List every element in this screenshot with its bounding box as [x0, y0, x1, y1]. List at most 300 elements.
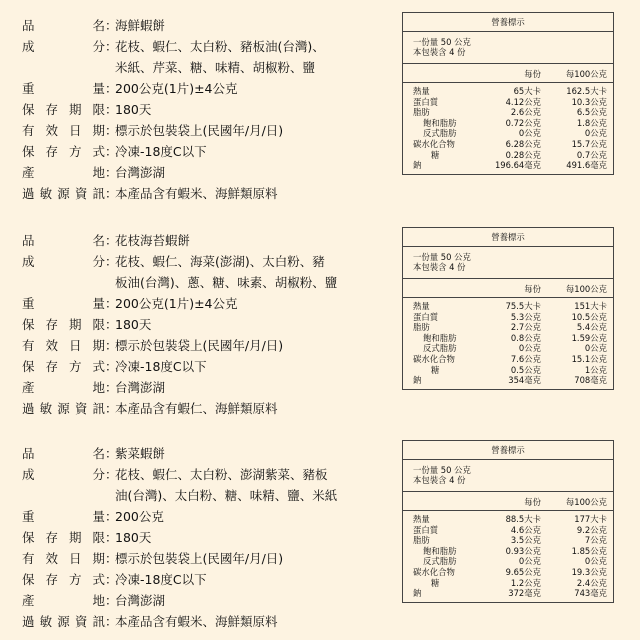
nutrient-per-serving: 65大卡	[513, 86, 541, 96]
nutrition-rows	[403, 298, 613, 389]
nutrient-name: 鈉	[413, 588, 422, 599]
info-label-char: 有	[22, 551, 35, 566]
info-label-char: 式	[92, 572, 105, 587]
nutrition-title: 營養標示	[403, 13, 613, 32]
nutrient-per-serving: 2.6公克	[510, 107, 541, 118]
nutrient-per-100g: 1.85公克	[571, 545, 607, 556]
info-value: 海鮮蝦餅	[115, 18, 166, 33]
info-label-char: 期	[92, 551, 105, 566]
nutrient-per-100g: 151大卡	[574, 301, 607, 311]
info-row	[22, 335, 402, 356]
nutrition-row	[413, 525, 607, 536]
servings-per-pack: 本包裝含 4 份	[413, 262, 466, 272]
info-label	[22, 251, 105, 272]
serving-size: 一份量 50 公克	[413, 37, 471, 47]
info-value: 米紙、芹菜、糖、味精、胡椒粉、鹽	[115, 60, 316, 75]
info-label-char: 方	[68, 144, 82, 159]
info-row	[22, 15, 402, 36]
nutrient-name: 熱量	[413, 514, 430, 524]
serving-size: 一份量 50 公克	[413, 465, 471, 475]
nutrient-per-serving: 0公克	[518, 128, 541, 139]
info-label-char: 限	[92, 317, 105, 332]
nutrient-per-serving: 0.72公克	[505, 117, 541, 128]
info-label	[22, 569, 105, 590]
info-label-char: 效	[45, 551, 58, 566]
nutrition-rows	[403, 511, 613, 602]
info-label-char: 源	[57, 186, 70, 201]
info-label-char: 品	[22, 233, 35, 248]
info-row	[22, 36, 402, 57]
nutrition-row	[413, 333, 607, 344]
nutrient-per-serving: 4.12公克	[505, 96, 541, 107]
nutrient-name: 飽和脂肪	[423, 332, 457, 343]
info-value: 本產品含有蝦仁、海鮮類原料	[115, 401, 278, 416]
info-row	[22, 377, 402, 398]
info-label-char: 分	[92, 254, 105, 269]
servings-per-pack: 本包裝含 4 份	[413, 47, 466, 57]
info-label-char: 保	[22, 102, 35, 117]
info-label-char: 重	[22, 509, 35, 524]
info-colon: ：	[105, 467, 118, 482]
info-colon: ：	[105, 614, 118, 629]
nutrition-row	[413, 588, 607, 599]
info-row	[22, 230, 402, 251]
info-colon: ：	[105, 296, 118, 311]
nutrition-row	[413, 150, 607, 161]
info-value: 台灣澎湖	[115, 380, 166, 395]
info-label	[22, 443, 105, 464]
nutrient-per-100g: 7公克	[584, 535, 607, 546]
info-label	[22, 15, 105, 36]
info-label-char: 存	[45, 572, 58, 587]
col-per-serving: 每份	[524, 69, 541, 79]
nutrition-row	[413, 556, 607, 567]
info-label-char: 重	[22, 296, 35, 311]
info-label	[22, 590, 105, 611]
nutrition-row	[413, 86, 607, 97]
info-row	[22, 485, 402, 506]
nutrition-rows	[403, 83, 613, 174]
nutrition-panel	[402, 227, 614, 390]
info-row	[22, 548, 402, 569]
info-row	[22, 293, 402, 314]
column-header	[403, 279, 613, 298]
info-label	[22, 57, 105, 78]
info-row	[22, 272, 402, 293]
info-label-char: 成	[22, 254, 35, 269]
info-label	[22, 548, 105, 569]
info-value: 本產品含有蝦米、海鮮類原料	[115, 186, 278, 201]
info-label-char: 存	[45, 317, 58, 332]
info-label-char: 保	[22, 359, 35, 374]
info-label-char: 效	[45, 338, 58, 353]
info-label-char: 式	[92, 359, 105, 374]
nutrient-per-serving: 3.5公克	[510, 535, 541, 546]
info-label-char: 成	[22, 467, 35, 482]
info-colon: ：	[105, 530, 118, 545]
info-colon: ：	[105, 233, 118, 248]
info-label-char: 保	[22, 572, 35, 587]
info-label	[22, 611, 105, 632]
info-label-char: 地	[92, 165, 105, 180]
info-colon: ：	[105, 186, 118, 201]
info-label	[22, 183, 105, 204]
info-label-char: 保	[22, 144, 35, 159]
info-label	[22, 78, 105, 99]
nutrient-per-serving: 9.65公克	[505, 566, 541, 577]
info-label-char: 名	[92, 233, 105, 248]
nutrient-per-serving: 0.28公克	[505, 149, 541, 160]
info-colon: ：	[105, 338, 118, 353]
nutrition-row	[413, 365, 607, 376]
info-label-char: 資	[74, 401, 88, 416]
info-colon: ：	[105, 401, 118, 416]
info-row	[22, 99, 402, 120]
col-per-100g: 每100公克	[565, 497, 607, 507]
info-label-char: 過	[22, 401, 35, 416]
info-label-char: 名	[92, 446, 105, 461]
info-colon: ：	[105, 39, 118, 54]
info-label	[22, 162, 105, 183]
nutrient-name: 反式脂肪	[423, 343, 457, 354]
info-label	[22, 272, 105, 293]
nutrient-per-100g: 1.8公克	[576, 117, 607, 128]
nutrient-name: 蛋白質	[413, 311, 439, 322]
nutrition-row	[413, 567, 607, 578]
info-value: 本產品含有蝦米、海鮮類原料	[115, 614, 278, 629]
info-label-char: 日	[68, 123, 82, 138]
info-label-char: 存	[45, 102, 58, 117]
info-colon	[105, 272, 115, 293]
nutrient-per-serving: 0.93公克	[505, 545, 541, 556]
nutrition-row	[413, 160, 607, 171]
info-label-char: 源	[57, 614, 70, 629]
info-colon: ：	[105, 165, 118, 180]
col-per-100g: 每100公克	[565, 284, 607, 294]
info-label	[22, 120, 105, 141]
nutrient-per-serving: 0公克	[518, 343, 541, 354]
info-colon: ：	[105, 144, 118, 159]
column-header	[403, 492, 613, 511]
info-label-char: 量	[92, 296, 105, 311]
info-label-char: 源	[57, 401, 70, 416]
info-value: 180天	[115, 530, 152, 545]
info-label	[22, 230, 105, 251]
nutrient-per-serving: 75.5大卡	[505, 301, 541, 311]
info-row	[22, 251, 402, 272]
info-label-char: 敏	[39, 614, 53, 629]
info-label-char: 地	[92, 380, 105, 395]
info-row	[22, 57, 402, 78]
nutrition-row	[413, 546, 607, 557]
info-row	[22, 506, 402, 527]
nutrition-row	[413, 343, 607, 354]
nutrition-row	[413, 107, 607, 118]
info-row	[22, 611, 402, 632]
nutrient-per-100g: 0公克	[584, 128, 607, 139]
info-label-char: 方	[68, 572, 82, 587]
nutrient-name: 碳水化合物	[413, 138, 455, 149]
info-label	[22, 506, 105, 527]
serving-info	[403, 247, 613, 279]
nutrient-per-100g: 0公克	[584, 343, 607, 354]
nutrition-row	[413, 375, 607, 386]
info-label-char: 產	[22, 165, 35, 180]
info-label-char: 過	[22, 186, 35, 201]
nutrient-name: 熱量	[413, 301, 430, 311]
nutrient-per-100g: 15.7公克	[571, 138, 607, 149]
info-colon: ：	[105, 123, 118, 138]
info-value: 花枝、蝦仁、太白粉、澎湖紫菜、豬板	[115, 467, 328, 482]
nutrition-row	[413, 128, 607, 139]
nutrient-per-serving: 2.7公克	[510, 322, 541, 333]
info-row	[22, 183, 402, 204]
nutrient-per-serving: 354毫克	[508, 375, 541, 386]
nutrient-per-serving: 0公克	[518, 556, 541, 567]
info-value: 花枝、蝦仁、海菜(澎湖)、太白粉、豬	[115, 254, 325, 269]
info-label	[22, 141, 105, 162]
nutrition-row	[413, 312, 607, 323]
info-label-char: 保	[22, 530, 35, 545]
info-label-char: 期	[68, 530, 82, 545]
nutrient-name: 脂肪	[413, 535, 430, 546]
product-info	[22, 15, 402, 204]
info-colon	[105, 57, 115, 78]
info-label-char: 期	[92, 123, 105, 138]
nutrient-per-100g: 162.5大卡	[566, 86, 607, 96]
nutrient-per-100g: 743毫克	[574, 588, 607, 599]
nutrient-name: 反式脂肪	[423, 128, 457, 139]
serving-info	[403, 32, 613, 64]
info-value: 紫菜蝦餅	[115, 446, 166, 461]
column-header	[403, 64, 613, 83]
nutrient-name: 反式脂肪	[423, 556, 457, 567]
info-label-char: 訊	[92, 614, 105, 629]
info-value: 200公克(1片)±4公克	[115, 296, 238, 311]
nutrient-name: 蛋白質	[413, 524, 439, 535]
info-colon: ：	[105, 18, 118, 33]
info-value: 台灣澎湖	[115, 165, 166, 180]
nutrient-per-100g: 15.1公克	[571, 353, 607, 364]
info-row	[22, 141, 402, 162]
nutrient-per-100g: 1公克	[584, 364, 607, 375]
info-label-char: 敏	[39, 401, 53, 416]
info-label-char: 分	[92, 39, 105, 54]
info-row	[22, 590, 402, 611]
nutrient-per-100g: 10.5公克	[571, 311, 607, 322]
info-value: 180天	[115, 102, 152, 117]
nutrient-per-100g: 1.59公克	[571, 332, 607, 343]
nutrient-name: 熱量	[413, 86, 430, 96]
nutrition-panel	[402, 440, 614, 603]
info-label-char: 存	[45, 144, 58, 159]
info-colon: ：	[105, 551, 118, 566]
info-row	[22, 398, 402, 419]
serving-size: 一份量 50 公克	[413, 252, 471, 262]
col-per-serving: 每份	[524, 497, 541, 507]
info-label-char: 重	[22, 81, 35, 96]
info-label-char: 過	[22, 614, 35, 629]
nutrient-per-100g: 0公克	[584, 556, 607, 567]
info-label-char: 期	[68, 102, 82, 117]
info-label	[22, 485, 105, 506]
nutrient-name: 糖	[431, 577, 440, 588]
info-label	[22, 314, 105, 335]
info-row	[22, 78, 402, 99]
info-label-char: 存	[45, 359, 58, 374]
nutrient-per-100g: 6.5公克	[576, 107, 607, 118]
info-row	[22, 569, 402, 590]
info-colon: ：	[105, 317, 118, 332]
nutrient-name: 脂肪	[413, 107, 430, 118]
nutrient-per-100g: 9.2公克	[576, 524, 607, 535]
info-colon: ：	[105, 572, 118, 587]
nutrient-per-serving: 7.6公克	[510, 353, 541, 364]
nutrient-name: 脂肪	[413, 322, 430, 333]
info-label-char: 保	[22, 317, 35, 332]
info-label-char: 日	[68, 338, 82, 353]
info-value: 油(台灣)、太白粉、糖、味精、鹽、米紙	[115, 488, 338, 503]
info-row	[22, 527, 402, 548]
info-label-char: 效	[45, 123, 58, 138]
nutrient-name: 鈉	[413, 375, 422, 386]
info-label	[22, 398, 105, 419]
info-value: 180天	[115, 317, 152, 332]
info-label-char: 量	[92, 81, 105, 96]
info-label-char: 存	[45, 530, 58, 545]
nutrient-per-serving: 372毫克	[508, 588, 541, 599]
info-value: 花枝海苔蝦餅	[115, 233, 191, 248]
info-value: 標示於包裝袋上(民國年/月/日)	[115, 551, 284, 566]
info-label-char: 日	[68, 551, 82, 566]
nutrient-per-100g: 19.3公克	[571, 566, 607, 577]
info-value: 200公克	[115, 509, 164, 524]
info-row	[22, 356, 402, 377]
nutrition-title: 營養標示	[403, 228, 613, 247]
nutrient-name: 碳水化合物	[413, 566, 455, 577]
nutrient-per-serving: 88.5大卡	[505, 514, 541, 524]
nutrient-per-serving: 1.2公克	[510, 577, 541, 588]
nutrient-name: 飽和脂肪	[423, 117, 457, 128]
info-row	[22, 314, 402, 335]
nutrient-name: 蛋白質	[413, 96, 439, 107]
product-info	[22, 230, 402, 419]
nutrition-row	[413, 535, 607, 546]
info-value: 台灣澎湖	[115, 593, 166, 608]
info-label-char: 分	[92, 467, 105, 482]
info-label	[22, 36, 105, 57]
info-colon: ：	[105, 509, 118, 524]
nutrient-per-serving: 6.28公克	[505, 138, 541, 149]
nutrition-row	[413, 514, 607, 525]
nutrient-name: 糖	[431, 149, 440, 160]
info-label-char: 敏	[39, 186, 53, 201]
info-colon: ：	[105, 380, 118, 395]
nutrition-row	[413, 139, 607, 150]
info-value: 板油(台灣)、蔥、糖、味素、胡椒粉、鹽	[115, 275, 338, 290]
nutrient-per-serving: 0.5公克	[510, 364, 541, 375]
nutrient-per-100g: 5.4公克	[576, 322, 607, 333]
info-label	[22, 464, 105, 485]
nutrition-panel	[402, 12, 614, 175]
info-label-char: 資	[74, 614, 88, 629]
info-label-char: 品	[22, 18, 35, 33]
info-label-char: 名	[92, 18, 105, 33]
info-label-char: 限	[92, 102, 105, 117]
serving-info	[403, 460, 613, 492]
info-colon: ：	[105, 254, 118, 269]
info-label	[22, 293, 105, 314]
nutrient-name: 鈉	[413, 160, 422, 171]
nutrient-per-100g: 708毫克	[574, 375, 607, 386]
nutrient-per-100g: 491.6毫克	[566, 160, 607, 171]
nutrient-name: 糖	[431, 364, 440, 375]
nutrient-name: 碳水化合物	[413, 353, 455, 364]
info-label-char: 資	[74, 186, 88, 201]
info-label-char: 地	[92, 593, 105, 608]
info-row	[22, 464, 402, 485]
nutrition-row	[413, 354, 607, 365]
col-per-100g: 每100公克	[565, 69, 607, 79]
col-per-serving: 每份	[524, 284, 541, 294]
nutrition-title: 營養標示	[403, 441, 613, 460]
info-label-char: 期	[92, 338, 105, 353]
info-colon	[105, 485, 115, 506]
nutrition-row	[413, 97, 607, 108]
info-value: 冷凍-18度C以下	[115, 144, 207, 159]
servings-per-pack: 本包裝含 4 份	[413, 475, 466, 485]
info-colon: ：	[105, 81, 118, 96]
nutrition-row	[413, 322, 607, 333]
info-label	[22, 377, 105, 398]
info-label-char: 方	[68, 359, 82, 374]
product-info	[22, 443, 402, 632]
nutrient-per-100g: 177大卡	[574, 514, 607, 524]
info-label	[22, 356, 105, 377]
nutrient-per-serving: 0.8公克	[510, 332, 541, 343]
info-label	[22, 335, 105, 356]
info-label-char: 成	[22, 39, 35, 54]
info-value: 標示於包裝袋上(民國年/月/日)	[115, 338, 284, 353]
nutrient-per-serving: 196.64毫克	[494, 160, 541, 171]
nutrient-per-100g: 2.4公克	[576, 577, 607, 588]
info-label-char: 量	[92, 509, 105, 524]
info-label-char: 產	[22, 380, 35, 395]
info-label-char: 有	[22, 338, 35, 353]
nutrition-row	[413, 301, 607, 312]
nutrient-per-serving: 4.6公克	[510, 524, 541, 535]
info-value: 200公克(1片)±4公克	[115, 81, 238, 96]
info-colon: ：	[105, 359, 118, 374]
nutrition-row	[413, 118, 607, 129]
info-label-char: 限	[92, 530, 105, 545]
info-label-char: 訊	[92, 186, 105, 201]
info-label-char: 品	[22, 446, 35, 461]
info-label-char: 有	[22, 123, 35, 138]
nutrient-per-100g: 10.3公克	[571, 96, 607, 107]
info-value: 冷凍-18度C以下	[115, 572, 207, 587]
nutrient-per-100g: 0.7公克	[576, 149, 607, 160]
info-colon: ：	[105, 593, 118, 608]
info-label-char: 期	[68, 317, 82, 332]
nutrient-name: 飽和脂肪	[423, 545, 457, 556]
info-colon: ：	[105, 102, 118, 117]
info-label-char: 式	[92, 144, 105, 159]
info-label-char: 訊	[92, 401, 105, 416]
info-value: 標示於包裝袋上(民國年/月/日)	[115, 123, 284, 138]
info-label-char: 產	[22, 593, 35, 608]
info-value: 冷凍-18度C以下	[115, 359, 207, 374]
